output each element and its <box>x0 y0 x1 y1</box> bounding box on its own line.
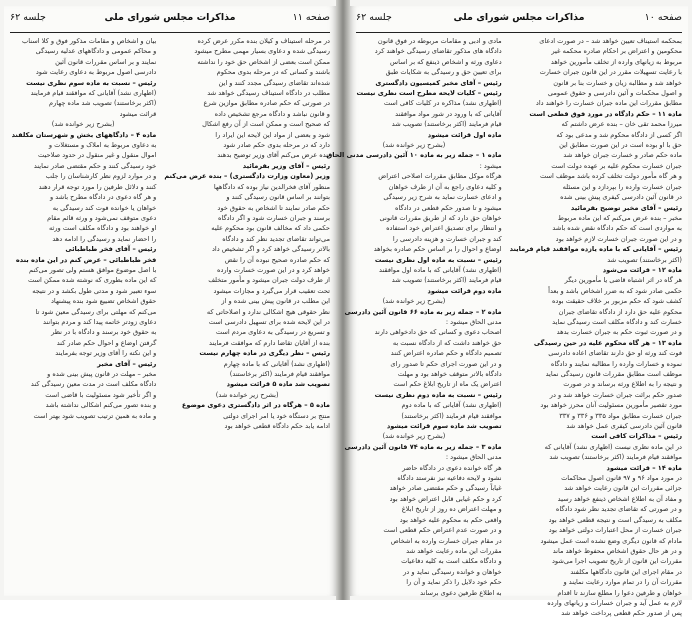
text-line: قیام فرمایند (اکثر برخاستند) تصویب شد <box>391 120 502 129</box>
text-line: اگر کسی از دادگاه محکوم شد و مدعی بود که <box>556 130 682 139</box>
text-line: برای تعیین حق و رسیدگی به شکایات طبق <box>385 68 502 77</box>
right-page <box>326 6 688 618</box>
speaker-or-article-line: ماده ۴ – دادگاههای بخش و شهرستان مکلفند <box>11 130 157 139</box>
text-line: کرد و حکم غیابی قابل اعتراض خواهد بود <box>389 494 502 503</box>
speaker-or-article-line: فخر طباطبائی – عرض کنم در این ماده بنده <box>15 255 157 264</box>
text-line: نمایند و بر اساس مقررات قانون آئین <box>55 57 157 66</box>
text-line: بتوانند بر اساس قانون رسیدگی کنند و <box>226 193 330 202</box>
text-line: و مهلت اعتراض ده روز از تاریخ ابلاغ <box>401 505 502 514</box>
speaker-or-article-line: رئیس – کلیات لایحه مطرح است نظری نیست <box>356 89 502 98</box>
text-line: خواهان حق دارد که از طریق مقررات قانونی <box>379 213 502 222</box>
text-line: در مقام اجرای این قانون دادگاهها مکلفند <box>570 567 682 576</box>
speaker-or-article-line: رئیس – آقای مخبر توضیح بفرمائید <box>570 203 682 212</box>
text-line: حکم صادر نمایند تا اشخاص به حقوق خود <box>217 203 330 212</box>
text-line: صدور حکم برائت جبران خسارت خواهد شد و در <box>549 390 682 399</box>
left-page-number: صفحه ۱۱ <box>292 12 330 23</box>
text-line: در صورتی که حکم صادره مطابق موازین شرع <box>203 99 330 108</box>
text-line: حق با او بوده است در این صورت مطابق این <box>559 141 682 150</box>
text-line: تحت تعقیب قرار می‌گیرد و مجازات میشود <box>213 286 330 295</box>
text-line: در مورد مواد ۹۶ و ۹۷ قانون اصول محاکمات <box>561 474 682 483</box>
text-line: و ادعای خسارت نماید به شرح زیر رسیدگی <box>383 193 502 202</box>
speaker-or-article-line: رئیس – آقای وزیر بفرمائید <box>242 161 330 170</box>
speaker-or-article-line: رئیس – آقای مخبر <box>97 359 157 368</box>
text-line: مدنی الحاق میشود : <box>445 317 502 326</box>
text-line: اصحاب دعوی و کسانی که حق دادخواهی دارند <box>374 328 502 337</box>
text-line: دعوی متوقف نمی‌شود و ورثه قائم مقام <box>47 213 157 222</box>
text-line: مکلف به رسیدگی است و نتیجه قطعی خواهد بود <box>548 515 682 524</box>
text-line: رسیدگی شده و دعاوی بسیار مهمی مطرح میشود <box>194 47 330 56</box>
text-line: جبران خسارت وارده را بپردازد و این مسئله <box>562 182 682 191</box>
left-page-title: مذاکرات مجلس شورای ملی <box>104 12 236 23</box>
text-line: (اظهاری نشد) آقایانی که با ماده چهارم <box>223 359 330 368</box>
text-line: بنده عرض می‌کنم آقای وزیر توضیح بدهند <box>217 151 330 160</box>
text-line: می‌تواند تقاضای تجدید نظر کند و دادگاه <box>222 234 330 243</box>
text-line: و در صورت عدم اعتراض حکم قطعی است <box>383 526 502 535</box>
text-line: که صحیح است و ممکن است از آن رفع اشکال <box>202 120 330 129</box>
text-line: به دعاوی مربوط به املاک و مستغلات و <box>48 141 157 150</box>
text-line: مدنی الحاق میشود : <box>445 453 502 462</box>
text-line: دادگاه های مذکور تقاضای رسیدگی خواهند کرد <box>374 47 502 56</box>
speaker-or-article-line: ماده ۱۳ – هر گاه محکوم علیه در حین رسیدگی <box>533 338 682 347</box>
text-line: خسارت کند و دادگاه مکلف است رسیدگی نماید <box>552 317 682 326</box>
text-line: و در صورتی که تقاضای تجدید نظر شود دادگاه <box>555 505 682 514</box>
text-line: هر گاه خوانده دعوی در دادگاه حاضر <box>402 463 502 472</box>
speaker-or-article-line: ماده ۱ – جمله زیر به ماده ۱۰ آئین دادرسی مدنی الحاق <box>326 151 502 160</box>
text-line: مخبر – بنده عرض می‌کنم که این ماده مربوط <box>557 213 682 222</box>
speaker-or-article-line: رئیس – نسبت به ماده سوم نظری نیست <box>26 78 157 87</box>
text-line: خواهان و طرفین دعوا را مطلع سازند تا اقدام <box>557 588 682 597</box>
reading-note-line: (بشرح زیر خوانده شد) <box>51 120 115 129</box>
text-line: و در موارد لزوم نظر کارشناسان را جلب <box>45 172 157 181</box>
text-line: مادی و ادبی و مقامات مربوطه در فوق قانون <box>377 37 502 45</box>
text-line: هر گاه در اثر اشتباه قاضی یا مأمورین دیگر <box>564 276 682 285</box>
text-line: مطلب در دادگاه استیناف رسیدگی خواهد شد <box>207 89 330 98</box>
speaker-or-article-line: تصویب شد ماده سوم قرائت میشود <box>386 422 502 431</box>
text-line: حکمی داد که مخالف قانون بود محکوم علیه <box>211 224 330 233</box>
text-line: نشود و لایحه دفاعیه نیز نفرستد دادگاه <box>397 474 502 483</box>
text-line: و هر گاه دعوی در دادگاه مطرح باشد و <box>49 193 157 202</box>
text-line: در مرحله استیناف و کیلان بنده مکرر عرض کرده <box>197 37 330 45</box>
right-page-column-left <box>326 36 502 597</box>
right-page-session: جلسه ۶۲ <box>356 12 392 23</box>
reading-note-line: (بشرح زیر خوانده شد) <box>382 297 446 306</box>
text-line: خواهان یا خوانده فوت کند رسیدگی به <box>52 203 157 212</box>
text-line: و ماده به همین ترتیب تصویب شود بهتر است <box>33 411 157 420</box>
text-line: و در صورت ثبوت حکم به جبران خسارت بدهد <box>556 328 682 337</box>
speaker-or-article-line: رئیس – نسبت به ماده اول نظری نیست <box>374 255 502 264</box>
text-line: از طرف دولت جبران میشود و مأمور متخلف <box>208 276 330 285</box>
text-line: که این ماده بطوری که نوشته شده ممکن است <box>28 276 157 285</box>
text-line: دادگاه مکلف است در مدت معین رسیدگی کند <box>30 380 157 389</box>
text-line: در این ماده نظری نیست (اظهاری نشد) آقایانی که <box>544 442 682 451</box>
text-line: موافقند قیام فرمایند (اکثر برخاستند) تصویب شد <box>549 453 682 462</box>
text-line: قانون آئین دادرسی کیفری عمل خواهد شد <box>566 422 682 431</box>
text-line: و کلیه دعاوی راجع به آن از طرف خواهان <box>388 182 502 191</box>
left-page-session: جلسه ۶۲ <box>10 12 46 23</box>
left-page-columns <box>10 36 330 590</box>
text-line: با اصل موضوع موافق هستم ولی تصور می‌کنم <box>28 265 157 274</box>
left-page-column-left <box>10 36 156 590</box>
text-line: آقایانی که با ورود در شور مواد موافقند <box>395 109 502 118</box>
text-line: دادگاه بالاتر متوقف خواهد بود و مهلت <box>397 370 502 378</box>
text-line: تصمیم دادگاه و حکم صادره اعتراض کنند <box>390 349 502 358</box>
text-line: جبران خسارت از محل اعتبارات دولتی خواهد بود <box>548 526 682 535</box>
text-line: باشند و کسانی که در مرحله بدوی محکوم <box>216 68 330 77</box>
text-line: خود رسیدگی کنند و حکم مقتضی صادر نمایند <box>33 161 157 170</box>
text-line: خواهد کرد و در این صورت خسارت وارده <box>217 265 330 274</box>
right-page-title: مذاکرات مجلس شورای ملی <box>453 12 585 23</box>
text-line: منظور آقای فخرالدین نیاز بوده که دادگاهها <box>213 182 330 191</box>
right-page-header <box>356 6 682 33</box>
text-line: و دادگاه مکلف است به کلیه دفاعیات <box>401 557 502 566</box>
text-line: کشف شود که حکم مزبور بر خلاف حقیقت بوده <box>551 297 682 306</box>
text-line: محکومین و اعتراض بر احکام صادره محکمه غیر <box>551 47 682 56</box>
text-line: که حکم صادره صحیح نبوده آن را نقض <box>224 255 330 264</box>
text-line: و نتیجه را به اطلاع ورثه برساند و در صورت <box>563 380 682 389</box>
text-line: در قانون آئین دادرسی کیفری پیش بینی شده <box>560 193 682 202</box>
text-line: ماده حکم صادر و خسارت جبران خواهد شد <box>563 151 682 160</box>
speaker-or-article-line: ماده ۲ – جمله زیر به ماده ۶۶ قانون آئین دادرسی <box>344 307 502 316</box>
reading-note-line: (بشرح زیر خوانده شد) <box>215 390 279 399</box>
text-line: می‌کنم که مهلتی برای رسیدگی معین شود تا <box>35 307 157 316</box>
speaker-or-article-line: رئیس – آقای فخر طباطبائی <box>65 245 157 254</box>
text-line: به مواردی است که حکم دادگاه نقض شده باشد <box>552 224 682 233</box>
text-line: (اکثر برخاستند) تصویب شد <box>607 255 682 264</box>
speaker-or-article-line: ماده اول قرائت میشود <box>427 130 502 139</box>
text-line: در مقام جبران خسارت وارده به اشخاص <box>390 536 502 545</box>
right-page-columns <box>326 36 682 618</box>
text-line: حکمی صادر شود که به ضرر اشخاص باشد و بعداً <box>548 286 682 295</box>
text-line: به حقوق خود برسند و دادگاه با در نظر <box>51 328 157 337</box>
text-line: دعاوی زودتر خاتمه پیدا کند و مردم بتوانند <box>42 317 157 326</box>
speaker-or-article-line: رئیس – نظر دیگری در ماده چهارم نیست <box>199 349 330 358</box>
text-line: دعاوی ورثه و اشخاص ذینفع که بر اساس <box>390 57 502 66</box>
text-line: نظر حقوقی هیچ اشکالی ندارد و اصلاحاتی که <box>206 307 330 316</box>
text-line: و انتظار برای تصدیق اعتراض خود استفاده <box>386 224 502 233</box>
text-line: بیان و اشخاص و مقامات مذکور فوق و کلا اسناب <box>21 37 157 45</box>
text-line: (اظهاری نشد) آقایانی که با ماده دوم <box>401 401 502 410</box>
text-line: بنده از آقایان تقاضا دارم که موافقت فرمایند <box>209 338 330 347</box>
text-line: میشود : <box>479 161 502 170</box>
text-line: این مطلب در قانون پیش بینی شده و از <box>221 297 330 306</box>
text-line: شده‌اند تقاضای رسیدگی مجدد کنند و این <box>218 78 330 87</box>
text-line: قیام فرمایند (اکثر برخاستند) تصویب شد <box>391 276 502 285</box>
speaker-or-article-line: ماده ۳ – جمله زیر به ماده ۷۴ قانون آئین دادرسی <box>344 442 502 451</box>
text-line: ادامه یابد حکم دادگاه قطعی خواهد بود <box>224 422 330 431</box>
text-line: (اظهاری نشد) آقایانی که موافقند قیام فرمایند <box>30 89 157 98</box>
text-line: کنند و دلائل طرفین را مورد توجه قرار دهند <box>38 182 157 191</box>
text-line: مادام که قانون دیگری وضع نشده است عمل میشود <box>540 536 682 545</box>
text-line: اوضاع و احوال را بر اساس حکم صادره بخواهد <box>373 245 502 254</box>
text-line: خواهد شد و مطالبه زیان و خسارت بنا بر قانون <box>553 78 682 87</box>
text-line: مورد تقصیر مأمورین مسئولیت آنان محرز خواهد بود <box>540 401 682 410</box>
reading-note-line: (بشرح زیر خوانده شد) <box>382 141 446 150</box>
speaker-or-article-line: رئیس – نسبت به ماده دوم نظری نیست <box>374 390 502 399</box>
text-line: گرفتن اوضاع و احوال حکم صادر کند <box>56 338 157 347</box>
speaker-or-article-line: ماده ۱۱ – حکم دادگاه در مورد فوق قطعی است <box>529 109 682 118</box>
text-line: موافقند قیام فرمایند (اکثر برخاستند) <box>401 411 502 420</box>
text-line: فوت کند ورثه او حق دارند تقاضای اعاده دادرسی <box>548 349 682 358</box>
text-line: مقررات این ماده رعایت خواهد شد <box>406 546 502 555</box>
speaker-or-article-line: رئیس – مذاکرات کافی است <box>591 432 682 441</box>
text-line: و اصول محکمات و آئین دادرسی و حقوق عمومی <box>547 89 682 98</box>
speaker-or-article-line: رئیس – آقایانی که با ماده یازده موافقند قیام فرمایند <box>509 245 682 254</box>
text-line: دارد که در مرحله بدوی حکم صادر شود <box>223 141 330 150</box>
text-line: و بنده تصور می‌کنم اشکالی نداشته باشد <box>45 401 157 410</box>
text-line: حکم خود دلایل را ذکر نماید و آن را <box>406 578 502 587</box>
text-line: مقررات این قانون از تاریخ تصویب اجرا می‌شود <box>551 557 682 566</box>
text-line: برسند و جبران خسارت شود و اگر دادگاه <box>217 213 330 222</box>
text-line: شود و بعضی از مواد این لایحه این ایراد را <box>215 130 330 139</box>
text-line: با رعایت تسهیلات مقرر در این قانون جبران خسارت <box>539 68 682 77</box>
text-line: قرائت میشود <box>119 109 157 118</box>
text-line: و قانون نباشد و دادگاه مرجع تشخیص داده <box>214 109 330 118</box>
left-page-header <box>10 6 330 33</box>
text-line: مطابق مقررات این ماده جبران خسارت را خواهند داد <box>535 99 682 108</box>
text-line: در این لایحه شده برای تسهیل دادرسی است <box>208 317 330 326</box>
text-line: را احضار نماید و رسیدگی را ادامه دهد <box>52 234 157 243</box>
text-line: و این نکته را آقای وزیر توجه بفرمایند <box>55 349 157 358</box>
text-line: ممکن است بعضی از اشخاص حق خود را نداشته <box>197 57 330 66</box>
text-line: و محاکم عمومی و دادگاههای عدلیه رسیدگی <box>35 47 157 56</box>
text-line: میشود و تا صدور حکم قطعی در دادگاه <box>394 203 502 212</box>
text-line: واقعی حکم به محکوم علیه خواهد بود <box>399 515 502 524</box>
speaker-or-article-line: رئیس – آقای مخبر کمیسیون دادگستری <box>375 78 502 87</box>
right-page-column-right <box>509 36 682 618</box>
text-line: منتج بر دستگاه خود یا امر اجرای دولتی <box>223 411 330 420</box>
text-line: بالاتر رسیدگی خواهد کرد و اگر تشخیص داد <box>211 245 330 254</box>
text-line: خواهان و خوانده رسیدگی نماید و در <box>403 567 502 576</box>
left-page <box>4 6 336 596</box>
text-line: جزائی مقررات این قانون رعایت خواهد شد <box>564 484 682 493</box>
text-line: موظف است مطابق مقررات قانون رسیدگی نماید <box>545 370 682 378</box>
text-line: دادرسی اصول مربوط به دعاوی رعایت شود <box>35 68 157 77</box>
speaker-or-article-line: تصویب شد ماده ۵ قرائت میشود <box>226 380 330 389</box>
speaker-or-article-line: ماده دوم قرائت میشود <box>427 286 502 295</box>
speaker-or-article-line: وزیر (معاون وزارت دادگستری) – بنده عرض می‌کنم <box>164 172 330 181</box>
text-line: سوء تعبیر شود و مدتی طول بکشد و در نتیجه <box>32 286 157 295</box>
text-line: حقوق اشخاص تضییع شود بنده پیشنهاد <box>51 297 157 306</box>
text-line: کند و جبران خسارت و هزینه دادرسی را <box>392 234 502 243</box>
reading-note-line: (بشرح زیر خوانده شد) <box>382 432 446 441</box>
text-line: و در این صورت جبران خسارت لازم خواهد بود <box>555 234 682 243</box>
text-line: جبران خسارت مطابق مواد ۳۳۵ و ۳۳۶ و ۳۳۷ <box>559 411 682 420</box>
text-line: و تسریع در رسیدگی به دعاوی مردم است <box>215 328 330 337</box>
text-line: مخبر – مهلت در قانون پیش بینی شده و <box>47 370 157 378</box>
text-line: و در هر حال حقوق اشخاص محفوظ خواهد ماند <box>552 546 682 555</box>
right-page-number: صفحه ۱۰ <box>644 12 682 23</box>
speaker-or-article-line: ماده ۱۴ – قرائت میشود <box>606 463 682 472</box>
text-line: اموال منقول و غیر منقول در حدود صلاحیت <box>38 151 157 160</box>
text-line: غیاباً رسیدگی و حکم مقتضی صادر خواهد <box>389 484 502 493</box>
text-line: محکوم علیه حق دارد از دادگاه تقاضای جبران <box>558 307 682 316</box>
text-line: حق خواهند داشت که از دادگاه نسبت به <box>392 338 502 347</box>
text-line: اعتراض یک ماه از تاریخ ابلاغ حکم است <box>393 380 502 389</box>
text-line: مربوط به زیانهای وارده از تخلف مأمورین خواهد <box>550 57 682 66</box>
text-line: و هر گاه مأمور دولت تخلف کرده باشد موظف است <box>540 172 682 181</box>
speaker-or-article-line: ماده ۵ – هرگاه در اثر دادگستری دعوی موضوع <box>181 401 330 410</box>
text-line: مقررات آن را در تمام موارد رعایت نمایند و <box>563 578 682 587</box>
text-line: میرزا محمد تقی خان – بنده عرض داشتم که <box>561 120 682 129</box>
text-line: و مفاد آن به اطلاع اشخاص ذینفع خواهد رسید <box>557 494 682 503</box>
text-line: (اظهاری نشد) آقایانی که با ماده اول موافقند <box>379 265 502 274</box>
speaker-or-article-line: ماده ۱۲ – قرائت می‌شود <box>602 265 682 274</box>
text-line: او خواهند بود و دادگاه مکلف است ورثه <box>48 224 157 233</box>
left-page-column-right <box>164 36 330 590</box>
text-line: (اکثر برخاستند) تصویب شد ماده چهارم <box>49 99 157 108</box>
text-line: جبران خسارت محکوم علیه بر عهده دولت است <box>551 161 682 170</box>
text-line: و در این صورت اجرای حکم تا صدور رای <box>390 359 502 368</box>
text-line: و اگر تأخیر شود مسئولیت با قاضی است <box>45 390 157 399</box>
text-line: بمحکمه استیناف تعیین خواهد شد – در صورت ادعای <box>539 37 682 45</box>
text-line: موافقند قیام فرمایند (اکثر برخاستند) <box>229 370 330 378</box>
text-line: نموده و خسارات وارده را مطالبه نمایند و دادگاه <box>550 359 682 368</box>
text-line: (اظهاری نشد) مذاکره در کلیات کافی است <box>383 99 502 108</box>
text-line: پس از صدور حکم قطعی پرداخت خواهد شد <box>561 609 682 618</box>
text-line: هرگاه موکل مطابق مقررات اصلاحی اعتراض <box>378 172 502 181</box>
text-line: لازم به عمل آید و جبران خسارات و زیانهای وارده <box>547 598 682 607</box>
text-line: به اطلاع طرفین دعوی برساند <box>420 588 502 597</box>
